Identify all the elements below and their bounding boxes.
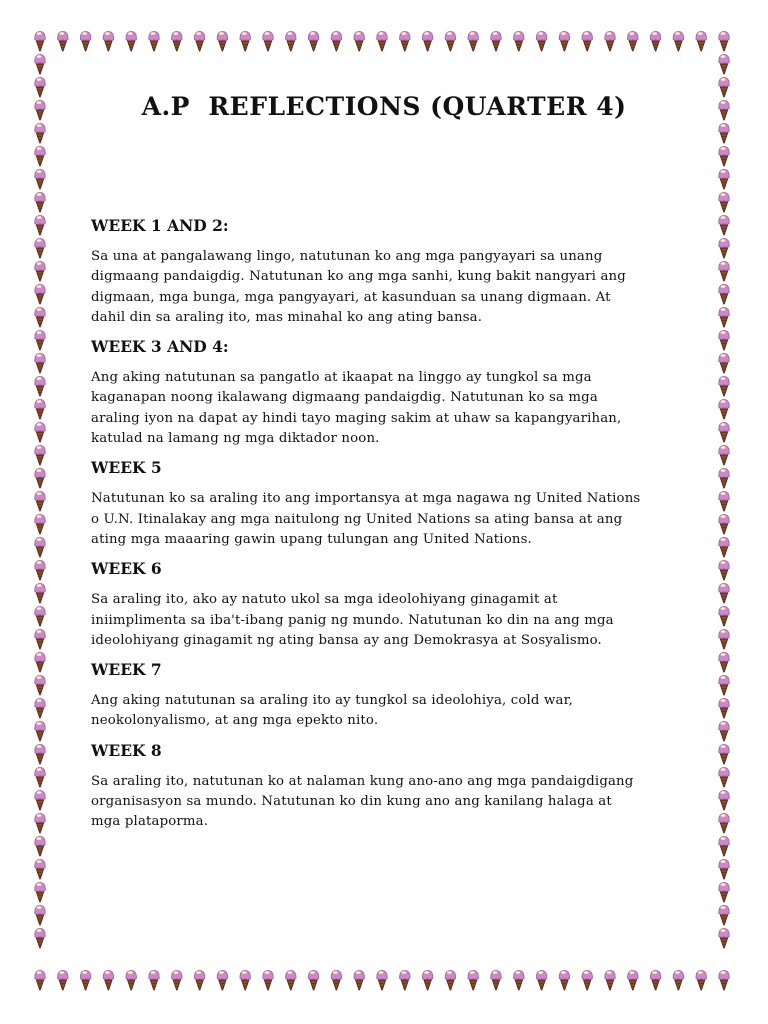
ice-cream-cone-icon (719, 193, 729, 213)
ice-cream-cone-icon (696, 971, 706, 991)
week-8-text: Sa araling ito, natutunan ko at nalaman kung ano-ano ang mga pandaigdigang organisasyon sa mundo. Natutunan ko din kung ano ang kanilang halaga at mga plataporma. (91, 773, 634, 830)
ice-cream-cone-icon (468, 971, 478, 991)
ice-cream-cone-icon (719, 906, 729, 926)
ice-cream-cone-icon (35, 124, 45, 144)
ice-cream-cone-icon (286, 971, 296, 991)
ice-cream-cone-icon (445, 32, 455, 52)
document-body (91, 216, 691, 842)
ice-cream-cone-icon (35, 423, 45, 443)
ice-cream-cone-icon (719, 929, 729, 949)
ice-cream-cone-icon (35, 331, 45, 351)
ice-cream-cone-icon (605, 971, 615, 991)
ice-cream-cone-icon (719, 837, 729, 857)
ice-cream-cone-icon (35, 262, 45, 282)
ice-cream-cone-icon (377, 32, 387, 52)
ice-cream-cone-icon (514, 32, 524, 52)
ice-cream-cone-icon (719, 630, 729, 650)
week-6-heading: WEEK 6 (91, 559, 162, 579)
ice-cream-cone-icon (35, 837, 45, 857)
ice-cream-cone-icon (719, 216, 729, 236)
ice-cream-cone-icon (35, 768, 45, 788)
ice-cream-cone-icon (35, 676, 45, 696)
ice-cream-cone-icon (719, 331, 729, 351)
ice-cream-cone-icon (35, 745, 45, 765)
ice-cream-cone-icon (35, 32, 45, 52)
ice-cream-cone-icon (719, 400, 729, 420)
week-8-heading: WEEK 8 (91, 740, 162, 760)
week-7-text: Ang aking natutunan sa araling ito ay tungkol sa ideolohiya, cold war, neokolonyalismo, at ang mga epekto nito. (91, 693, 574, 729)
ice-cream-cone-icon (719, 883, 729, 903)
ice-cream-cone-icon (149, 971, 159, 991)
ice-cream-cone-icon (354, 32, 364, 52)
ice-cream-cone-icon (35, 971, 45, 991)
ice-cream-cone-icon (35, 584, 45, 604)
ice-cream-cone-icon (308, 971, 318, 991)
ice-cream-cone-icon (35, 814, 45, 834)
ice-cream-cone-icon (536, 32, 546, 52)
ice-cream-cone-icon (719, 515, 729, 535)
ice-cream-cone-icon (673, 971, 683, 991)
ice-cream-cone-icon (719, 561, 729, 581)
ice-cream-cone-icon (468, 32, 478, 52)
ice-cream-cone-icon (331, 32, 341, 52)
week-5-text: Natutunan ko sa araling ito ang importansya at mga nagawa ng United Nations o U.N. Itinalakay ang mga naitulong ng United Nations sa ating bansa at ang ating mga maaaring gawin upang tulungan ang United Nations. (91, 491, 641, 547)
ice-cream-cone-icon (35, 193, 45, 213)
week-6-text: Sa araling ito, ako ay natuto ukol sa mga ideolohiyang ginagamit at iniimplimenta sa iba't-ibang panig ng mundo. Natutunan ko din na ang mga ideolohiyang ginagamit ng ating bansa ay ang Demokrasya at Sosyalismo. (91, 592, 614, 648)
ice-cream-cone-icon (217, 971, 227, 991)
ice-cream-cone-icon (240, 971, 250, 991)
ice-cream-cone-icon (719, 308, 729, 328)
ice-cream-cone-icon (35, 515, 45, 535)
ice-cream-cone-icon (719, 32, 729, 52)
ice-cream-cone-icon (172, 971, 182, 991)
ice-cream-cone-icon (172, 32, 182, 52)
ice-cream-cone-icon (559, 32, 569, 52)
page-title: A.P REFLECTIONS (QUARTER 4) (141, 92, 627, 121)
ice-cream-cone-icon (719, 147, 729, 167)
ice-cream-cone-icon (103, 971, 113, 991)
ice-cream-cone-icon (240, 32, 250, 52)
ice-cream-cone-icon (308, 32, 318, 52)
week-3-4-heading: WEEK 3 AND 4: (91, 337, 229, 357)
ice-cream-cone-icon (35, 561, 45, 581)
ice-cream-cone-icon (35, 239, 45, 259)
ice-cream-cone-icon (35, 492, 45, 512)
ice-cream-cone-icon (719, 768, 729, 788)
ice-cream-cone-icon (582, 32, 592, 52)
ice-cream-cone-icon (422, 971, 432, 991)
ice-cream-cone-icon (35, 216, 45, 236)
ice-cream-cone-icon (673, 32, 683, 52)
ice-cream-cone-icon (628, 971, 638, 991)
ice-cream-cone-icon (35, 538, 45, 558)
week-5-heading: WEEK 5 (91, 458, 162, 478)
ice-cream-cone-icon (286, 32, 296, 52)
ice-cream-cone-icon (514, 971, 524, 991)
ice-cream-cone-icon (126, 971, 136, 991)
week-7-heading: WEEK 7 (91, 660, 162, 680)
ice-cream-cone-icon (35, 699, 45, 719)
ice-cream-cone-icon (719, 653, 729, 673)
ice-cream-cone-icon (35, 906, 45, 926)
ice-cream-cone-icon (400, 32, 410, 52)
ice-cream-cone-icon (650, 971, 660, 991)
ice-cream-cone-icon (719, 377, 729, 397)
ice-cream-cone-icon (559, 971, 569, 991)
ice-cream-cone-icon (35, 354, 45, 374)
ice-cream-cone-icon (719, 239, 729, 259)
ice-cream-cone-icon (719, 538, 729, 558)
ice-cream-cone-icon (719, 676, 729, 696)
ice-cream-cone-icon (719, 446, 729, 466)
week-1-2-heading: WEEK 1 AND 2: (91, 216, 229, 235)
ice-cream-cone-icon (719, 814, 729, 834)
week-1-2-text: Sa una at pangalawang lingo, natutunan ko ang mga pangyayari sa unang digmaang pandaigdig. Natutunan ko ang mga sanhi, kung bakit nangyari ang digmaan, mga bunga, mga pangyayari, at kasunduan sa unang digmaan. At dahil din sa araling ito, mas minahal ko ang ating bansa. (91, 249, 626, 325)
ice-cream-cone-icon (35, 883, 45, 903)
ice-cream-cone-icon (719, 722, 729, 742)
ice-cream-cone-icon (491, 971, 501, 991)
ice-cream-cone-icon (719, 699, 729, 719)
ice-cream-cone-icon (719, 791, 729, 811)
ice-cream-cone-icon (650, 32, 660, 52)
ice-cream-cone-icon (35, 929, 45, 949)
ice-cream-cone-icon (103, 32, 113, 52)
ice-cream-cone-icon (331, 971, 341, 991)
ice-cream-cone-icon (58, 32, 68, 52)
ice-cream-cone-icon (35, 285, 45, 305)
ice-cream-cone-icon (80, 32, 90, 52)
ice-cream-cone-icon (377, 971, 387, 991)
ice-cream-cone-icon (719, 860, 729, 880)
week-3-4-text: Ang aking natutunan sa pangatlo at ikaapat na linggo ay tungkol sa mga kaganapan noong ikalawang digmaang pandaigdig. Natutunan ko sa mga araling iyon na dapat ay hindi tayo maging sakim at uhaw sa kapangyarihan, katulad na lamang ng mga diktador noon. (91, 370, 622, 447)
ice-cream-cone-icon (719, 170, 729, 190)
ice-cream-cone-icon (719, 745, 729, 765)
ice-cream-cone-icon (35, 377, 45, 397)
ice-cream-cone-icon (35, 653, 45, 673)
ice-cream-cone-icon (35, 55, 45, 75)
ice-cream-cone-icon (35, 308, 45, 328)
ice-cream-cone-icon (354, 971, 364, 991)
ice-cream-cone-icon (35, 722, 45, 742)
ice-cream-cone-icon (628, 32, 638, 52)
ice-cream-cone-icon (536, 971, 546, 991)
ice-cream-cone-icon (719, 262, 729, 282)
ice-cream-cone-icon (35, 630, 45, 650)
ice-cream-cone-icon (400, 971, 410, 991)
ice-cream-cone-icon (35, 791, 45, 811)
ice-cream-cone-icon (719, 423, 729, 443)
ice-cream-cone-icon (126, 32, 136, 52)
ice-cream-cone-icon (719, 469, 729, 489)
ice-cream-cone-icon (80, 971, 90, 991)
ice-cream-cone-icon (35, 469, 45, 489)
ice-cream-cone-icon (422, 32, 432, 52)
ice-cream-cone-icon (719, 285, 729, 305)
ice-cream-cone-icon (605, 32, 615, 52)
ice-cream-cone-icon (149, 32, 159, 52)
ice-cream-cone-icon (719, 492, 729, 512)
ice-cream-cone-icon (194, 32, 204, 52)
ice-cream-cone-icon (194, 971, 204, 991)
ice-cream-cone-icon (719, 124, 729, 144)
ice-cream-cone-icon (696, 32, 706, 52)
ice-cream-cone-icon (35, 446, 45, 466)
ice-cream-cone-icon (491, 32, 501, 52)
ice-cream-cone-icon (719, 354, 729, 374)
ice-cream-cone-icon (35, 860, 45, 880)
ice-cream-cone-icon (35, 400, 45, 420)
ice-cream-cone-icon (58, 971, 68, 991)
ice-cream-cone-icon (35, 170, 45, 190)
ice-cream-cone-icon (582, 971, 592, 991)
ice-cream-cone-icon (719, 971, 729, 991)
ice-cream-cone-icon (35, 147, 45, 167)
ice-cream-cone-icon (263, 32, 273, 52)
ice-cream-cone-icon (263, 971, 273, 991)
ice-cream-cone-icon (35, 607, 45, 627)
ice-cream-cone-icon (445, 971, 455, 991)
ice-cream-cone-icon (217, 32, 227, 52)
ice-cream-cone-icon (719, 584, 729, 604)
ice-cream-cone-icon (719, 55, 729, 75)
ice-cream-cone-icon (719, 607, 729, 627)
